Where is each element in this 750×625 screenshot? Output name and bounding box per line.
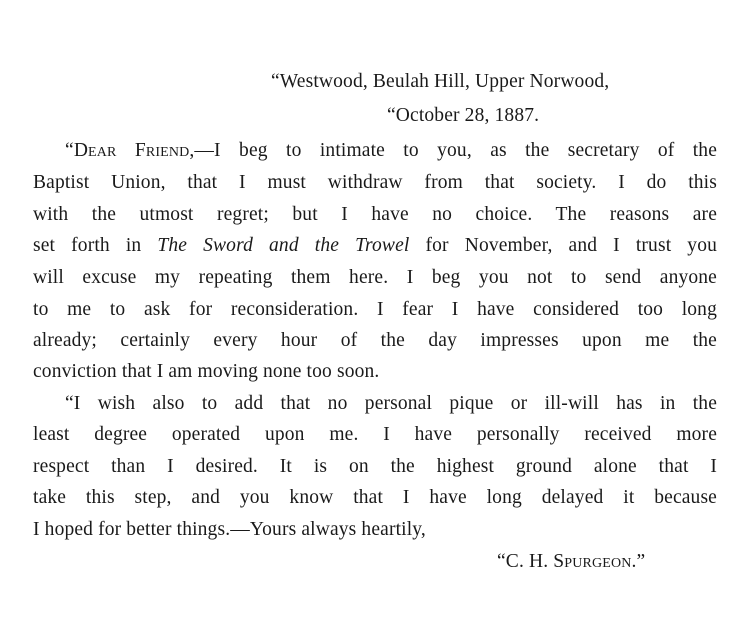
salutation: Dear Friend, (73, 140, 195, 161)
body-line-12: take this step, and you know that I have long delayed it because (33, 487, 717, 508)
body-line-2: Baptist Union, that I must withdraw from that society. I do this (33, 172, 717, 193)
body-line-1: “Dear Friend,—I beg to intimate to you, as the secretary of the (65, 140, 717, 161)
signature: “C. H. Spurgeon.” (497, 551, 646, 572)
body-line-3: with the utmost regret; but I have no choice. The reasons are (33, 204, 717, 225)
publication-title: The Sword and the Trowel (157, 235, 410, 256)
body-line-5: will excuse my repeating them here. I beg you not to send anyone (33, 267, 717, 288)
body-line-10: least degree operated upon me. I have personally received more (33, 424, 717, 445)
body-line-4: set forth in The Sword and the Trowel for November, and I trust you (33, 235, 718, 256)
body-line-9: “I wish also to add that no personal pique or ill-will has in the (65, 393, 717, 414)
body-line-13: I hoped for better things.—Yours always heartily, (33, 519, 426, 540)
body-line-8: conviction that I am moving none too soon. (33, 361, 380, 382)
body-line-7: already; certainly every hour of the day impresses upon me the (33, 330, 717, 351)
date-text: “October 28, 1887. (387, 105, 540, 126)
address-text: “Westwood, Beulah Hill, Upper Norwood, (271, 71, 610, 92)
body-line-6: to me to ask for reconsideration. I fear I have considered too long (33, 299, 717, 320)
date-line (387, 104, 539, 128)
signature-name: Spurgeon (553, 551, 632, 572)
body-line-11: respect than I desired. It is on the highest ground alone that I (33, 456, 717, 477)
address-line (271, 70, 609, 94)
